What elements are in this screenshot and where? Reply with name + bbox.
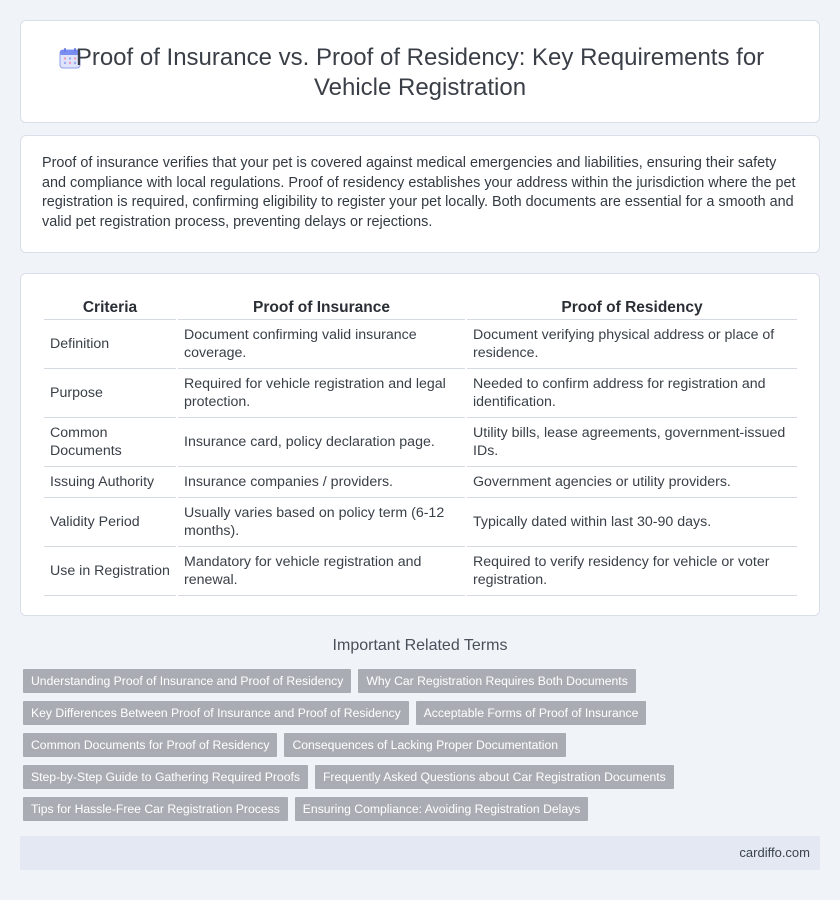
title-card xyxy=(20,20,820,123)
table-header-row xyxy=(44,296,797,320)
related-term-tag[interactable]: Key Differences Between Proof of Insurance and Proof of Residency xyxy=(23,701,409,725)
table-cell-insurance: Required for vehicle registration and legal protection. xyxy=(178,369,465,418)
table-cell-insurance: Insurance companies / providers. xyxy=(178,467,465,498)
table-cell-criteria: Common Documents xyxy=(44,418,176,467)
column-header-criteria: Criteria xyxy=(44,296,176,320)
footer-site-name: cardiffo.com xyxy=(739,845,810,860)
table-cell-residency: Needed to confirm address for registration and identification. xyxy=(467,369,797,418)
intro-paragraph: Proof of insurance verifies that your pet is covered against medical emergencies and liabilities, ensuring their safety and compliance with local regulations. Proof of residency establishes your address within the jurisdiction where the pet registration is required, confirming eligibility to register your pet locally. Both documents are essential for a smooth and valid pet registration process, preventing delays or rejections. xyxy=(42,155,796,230)
tag-row xyxy=(23,765,813,789)
table-cell-residency: Government agencies or utility providers. xyxy=(467,467,797,498)
table-row xyxy=(44,320,797,369)
page-title-line-2: Vehicle Registration xyxy=(313,74,527,101)
table-cell-criteria: Purpose xyxy=(44,369,176,418)
table-row xyxy=(44,498,797,547)
table-cell-insurance: Mandatory for vehicle registration and renewal. xyxy=(178,547,465,596)
footer-bar xyxy=(20,836,820,870)
related-terms-list xyxy=(23,669,813,829)
comparison-table xyxy=(42,296,799,596)
table-cell-insurance: Insurance card, policy declaration page. xyxy=(178,418,465,467)
tag-row xyxy=(23,733,813,757)
tag-row xyxy=(23,669,813,693)
table-row xyxy=(44,369,797,418)
table-cell-residency: Utility bills, lease agreements, government-issued IDs. xyxy=(467,418,797,467)
table-cell-residency: Document verifying physical address or place of residence. xyxy=(467,320,797,369)
table-cell-criteria: Validity Period xyxy=(44,498,176,547)
table-row xyxy=(44,547,797,596)
related-term-tag[interactable]: Consequences of Lacking Proper Documentation xyxy=(284,733,566,757)
related-term-tag[interactable]: Ensuring Compliance: Avoiding Registration Delays xyxy=(295,797,589,821)
related-term-tag[interactable]: Understanding Proof of Insurance and Proof of Residency xyxy=(23,669,351,693)
related-term-tag[interactable]: Frequently Asked Questions about Car Registration Documents xyxy=(315,765,674,789)
comparison-table-card xyxy=(20,273,820,616)
intro-card xyxy=(20,135,820,253)
related-term-tag[interactable]: Acceptable Forms of Proof of Insurance xyxy=(416,701,647,725)
tag-row xyxy=(23,701,813,725)
table-row xyxy=(44,467,797,498)
column-header-residency: Proof of Residency xyxy=(467,296,797,320)
related-term-tag[interactable]: Why Car Registration Requires Both Documents xyxy=(358,669,635,693)
table-cell-residency: Typically dated within last 30-90 days. xyxy=(467,498,797,547)
table-cell-residency: Required to verify residency for vehicle or voter registration. xyxy=(467,547,797,596)
page-title-line-1: Proof of Insurance vs. Proof of Residency: Key Requirements for xyxy=(75,44,765,71)
page-title xyxy=(21,43,819,103)
related-terms-heading: Important Related Terms xyxy=(332,637,508,654)
related-term-tag[interactable]: Common Documents for Proof of Residency xyxy=(23,733,277,757)
table-cell-insurance: Usually varies based on policy term (6-12 months). xyxy=(178,498,465,547)
table-cell-criteria: Use in Registration xyxy=(44,547,176,596)
table-row xyxy=(44,418,797,467)
column-header-insurance: Proof of Insurance xyxy=(178,296,465,320)
table-cell-insurance: Document confirming valid insurance coverage. xyxy=(178,320,465,369)
tag-row xyxy=(23,797,813,821)
related-term-tag[interactable]: Tips for Hassle-Free Car Registration Process xyxy=(23,797,288,821)
related-term-tag[interactable]: Step-by-Step Guide to Gathering Required Proofs xyxy=(23,765,308,789)
table-cell-criteria: Issuing Authority xyxy=(44,467,176,498)
table-cell-criteria: Definition xyxy=(44,320,176,369)
